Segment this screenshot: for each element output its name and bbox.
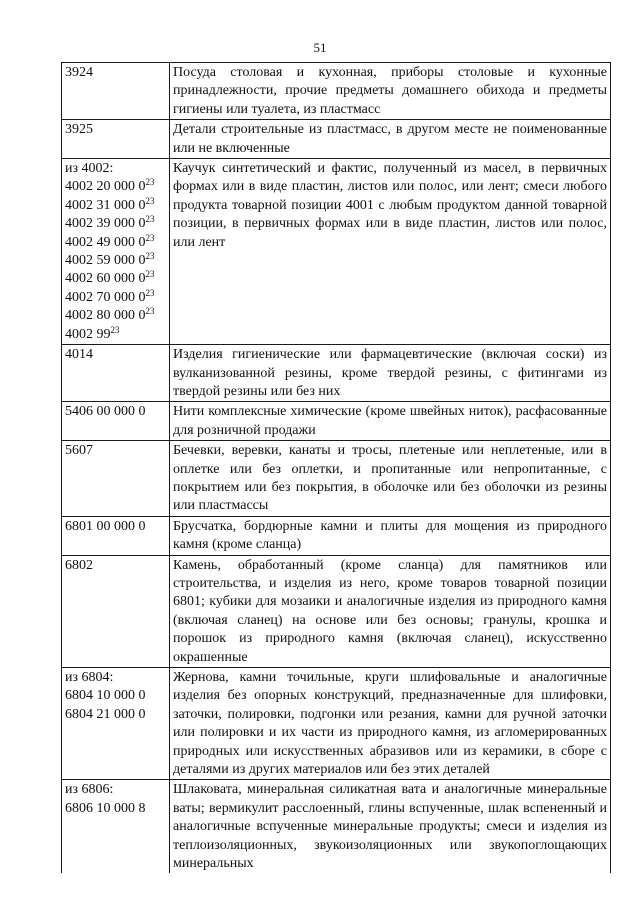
code-cell [62, 555, 170, 667]
code-line [65, 442, 166, 460]
code-text: 6804 21 000 0 [65, 706, 146, 722]
footnote-marker: 23 [145, 232, 155, 243]
code-cell [62, 516, 170, 555]
description-cell: Бечевки, веревки, канаты и тросы, плетеные или неплетеные, или в оплетке или без оплетки, и пропитанные или непропитанные, с покрытием или без покрытия, в оболочке или без оболочки из резины или пластмассы [170, 441, 611, 517]
code-cell [62, 63, 170, 120]
code-line [65, 234, 166, 252]
footnote-marker: 23 [145, 287, 155, 298]
code-text: 5406 00 000 0 [65, 404, 146, 420]
code-cell [62, 441, 170, 517]
code-text: из 6804: [65, 670, 114, 685]
code-cell [62, 668, 170, 780]
description-cell: Брусчатка, бордюрные камни и плиты для мощения из природного камня (кроме сланца) [170, 516, 611, 555]
code-line [65, 403, 166, 421]
code-cell [62, 402, 170, 441]
description-cell: Каучук синтетический и фактис, полученный из масел, в первичных формах или в виде пластин, листов или полос, или лент; смеси любого продукта товарной позиции 4001 с любым продуктом данной товарной позиции, в первичных формах или в виде пластин, листов или полос, или лент [170, 159, 611, 345]
footnote-marker: 23 [145, 269, 155, 280]
table-row [62, 402, 611, 441]
code-line [65, 178, 166, 196]
code-cell [62, 345, 170, 402]
code-cell [62, 780, 170, 874]
description-cell: Посуда столовая и кухонная, приборы столовые и кухонные принадлежности, прочие предметы домашнего обихода и предметы гигиены или туалета, из пластмасс [170, 63, 611, 120]
code-line [65, 518, 166, 536]
code-line [65, 270, 166, 288]
description-cell: Шлаковата, минеральная силикатная вата и аналогичные минеральные ваты; вермикулит расслоенный, глины вспученные, шлак вспененный и аналогичные вспученные минеральные продукты; смеси и изделия из теплоизоляционных, звукоизоляционных или звукопоглощающих минеральных [170, 780, 611, 874]
table-row [62, 555, 611, 667]
code-cell [62, 159, 170, 345]
footnote-marker: 23 [145, 306, 155, 317]
code-line [65, 557, 166, 575]
code-text: 6801 00 000 0 [65, 518, 146, 534]
code-line [65, 121, 166, 139]
footnote-marker: 23 [145, 251, 155, 262]
table-row [62, 441, 611, 517]
code-text: 6802 [65, 557, 93, 573]
description-cell: Нити комплексные химические (кроме швейных ниток), расфасованные для розничной продажи [170, 402, 611, 441]
code-line [65, 197, 166, 215]
table-row [62, 159, 611, 345]
code-text: 4014 [65, 347, 93, 363]
table-row [62, 120, 611, 159]
code-line [65, 706, 166, 724]
code-text: 4002 99 [65, 326, 111, 342]
footnote-marker: 23 [145, 177, 155, 188]
code-line [65, 326, 166, 344]
table-row [62, 780, 611, 874]
code-line [65, 687, 166, 705]
code-text: 4002 60 000 0 [65, 271, 146, 287]
code-text: 4002 80 000 0 [65, 308, 146, 324]
code-line [65, 781, 166, 799]
code-text: 4002 70 000 0 [65, 289, 146, 305]
code-text: 6806 10 000 8 [65, 800, 146, 816]
table-row [62, 668, 611, 780]
table-body [62, 63, 611, 874]
code-line [65, 800, 166, 818]
footnote-marker: 23 [145, 195, 155, 206]
code-line [65, 669, 166, 687]
code-cell [62, 120, 170, 159]
table-row [62, 345, 611, 402]
code-text: 4002 31 000 0 [65, 197, 146, 213]
code-line [65, 64, 166, 82]
description-cell: Камень, обработанный (кроме сланца) для памятников или строительства, и изделия из него, кроме товаров товарной позиции 6801; кубики для мозаики и аналогичные изделия из природного камня (включая сланец) на основе или без основы; гранулы, крошка и порошок из природного камня (включая сланец), искусственно окрашенные [170, 555, 611, 667]
code-line [65, 346, 166, 364]
code-text: из 6806: [65, 782, 114, 798]
code-text: 4002 59 000 0 [65, 253, 146, 269]
code-text: 3925 [65, 122, 93, 138]
code-text: 4002 20 000 0 [65, 179, 146, 195]
code-text: 6804 10 000 0 [65, 688, 146, 704]
description-cell: Детали строительные из пластмасс, в другом месте не поименованные или не включенные [170, 120, 611, 159]
footnote-marker: 23 [145, 214, 155, 225]
code-line [65, 307, 166, 325]
table-row [62, 516, 611, 555]
code-line [65, 252, 166, 270]
description-cell: Изделия гигиенические или фармацевтические (включая соски) из вулканизованной резины, кроме твердой резины, с фитингами из твердой резины или без них [170, 345, 611, 402]
code-line [65, 215, 166, 233]
customs-code-table [61, 62, 611, 873]
code-line [65, 160, 166, 178]
code-text: 4002 39 000 0 [65, 216, 146, 232]
code-text: из 4002: [65, 161, 114, 177]
table-row [62, 63, 611, 120]
code-line [65, 289, 166, 307]
footnote-marker: 23 [110, 324, 120, 335]
code-text: 3924 [65, 65, 93, 80]
page-number: 51 [313, 40, 327, 55]
code-text: 4002 49 000 0 [65, 234, 146, 250]
code-text: 5607 [65, 443, 93, 459]
description-cell: Жернова, камни точильные, круги шлифовальные и аналогичные изделия без опорных конструкций, предназначенные для шлифовки, заточки, полировки, подгонки или резания, камни для ручной заточки или полировки и их части из природного камня, из агломерированных природных или искусственных абразивов или из керамики, в сборе с деталями из других материалов или без этих деталей [170, 668, 611, 780]
